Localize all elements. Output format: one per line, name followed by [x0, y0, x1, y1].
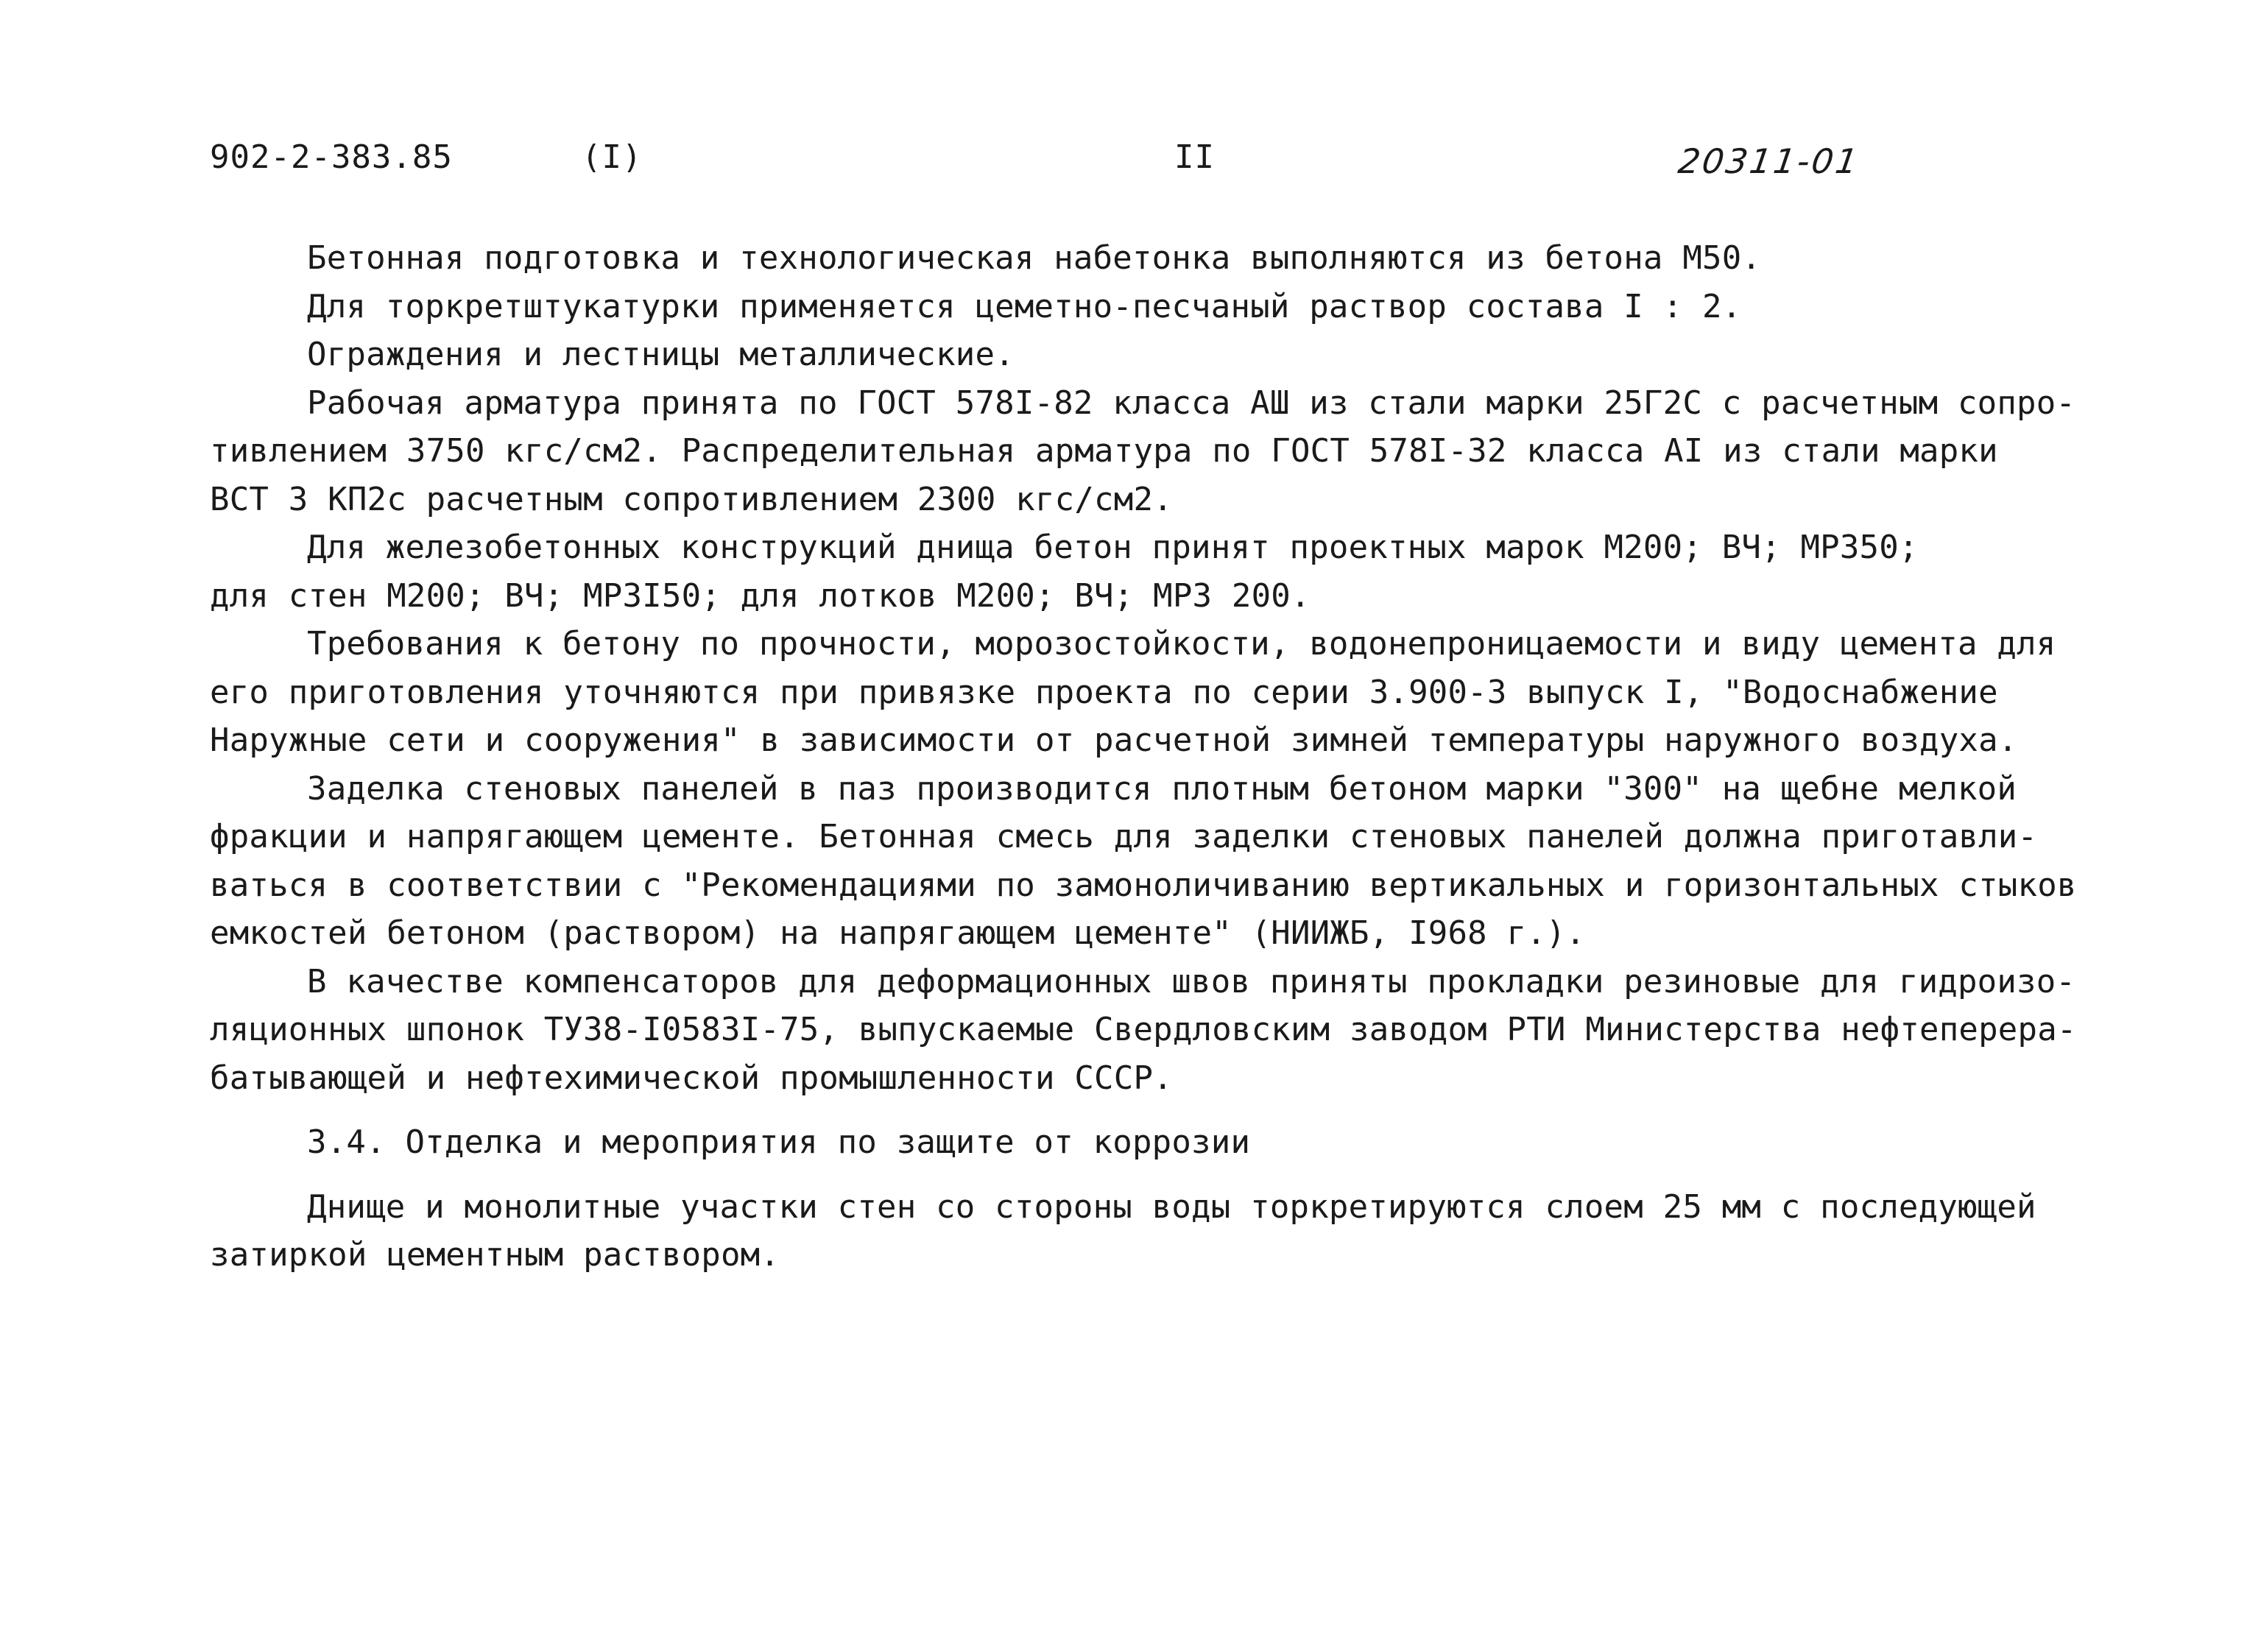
- paragraph-concrete-requirements: Требования к бетону по прочности, морозостойкости, водонепроницаемости и виду цемента для его приготовления уточняются при привязке проекта по серии 3.900-3 выпуск I, "Водоснабжение Наружные сети и сооружения" в зависимости от расчетной зимней температуры наружного воздуха.: [210, 625, 2056, 759]
- document-code: 902-2-383.85: [210, 138, 453, 176]
- document-body: [210, 234, 2109, 1279]
- page-number: II: [1174, 138, 1215, 176]
- part-number: (I): [582, 138, 643, 176]
- section-heading: 3.4. Отделка и мероприятия по защите от коррозии: [307, 1123, 1251, 1161]
- paragraph-concrete-prep: Бетонная подготовка и технологическая набетонка выполняются из бетона М50.: [307, 239, 1762, 277]
- paragraph-concrete-grades: Для железобетонных конструкций днища бетон принят проектных марок М200; ВЧ; МРЗ50; для стен М200; ВЧ; МРЗI50; для лотков М200; ВЧ; МРЗ 200.: [210, 529, 1919, 615]
- sheet-id: 20311-01: [1676, 141, 1863, 181]
- page-header: [0, 131, 2261, 190]
- paragraph-railings: Ограждения и лестницы металлические.: [307, 336, 1015, 373]
- paragraph-gunite-plaster: Для торкретштукатурки применяется цеметно-песчаный раствор состава I : 2.: [307, 287, 1742, 325]
- paragraph-compensators: В качестве компенсаторов для деформационных швов приняты прокладки резиновые для гидроизо- ляционных шпонок ТУ38-I0583I-75, выпускаемые Свердловским заводом РТИ Министерства нефтеперера- батывающей и нефтехимической промышленности СССР.: [210, 962, 2077, 1097]
- paragraph-panel-sealing: Заделка стеновых панелей в паз производится плотным бетоном марки "300" на щебне мелкой фракции и напрягающем цементе. Бетонная смесь для заделки стеновых панелей должна приготавли- ваться в соответствии с "Рекомендациями по замоноличиванию вертикальных и горизонтальных стыков емкостей бетоном (раствором) на напрягающем цементе" (НИИЖБ, I968 г.).: [210, 769, 2077, 952]
- paragraph-corrosion-protection: Днище и монолитные участки стен со стороны воды торкретируются слоем 25 мм с последующей затиркой цементным раствором.: [210, 1187, 2036, 1274]
- paragraph-reinforcement: Рабочая арматура принята по ГОСТ 578I-82 класса АШ из стали марки 25Г2С с расчетным сопро- тивлением 3750 кгс/см2. Распределительная арматура по ГОСТ 578I-32 класса АI из стали марки ВСТ 3 КП2с расчетным сопротивлением 2300 кгс/см2.: [210, 384, 2076, 518]
